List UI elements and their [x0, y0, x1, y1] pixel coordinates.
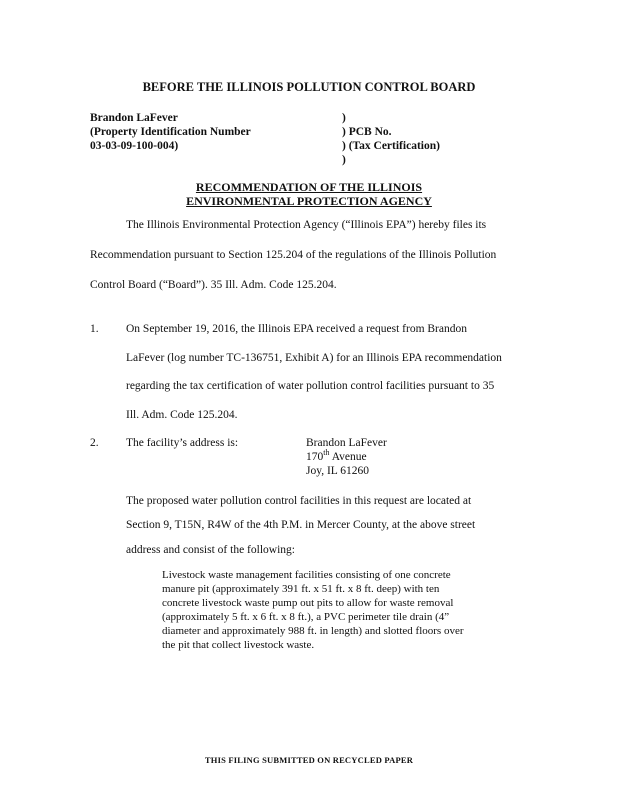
- caption-petitioner: Brandon LaFever: [90, 112, 178, 124]
- item-1-line-4: Ill. Adm. Code 125.204.: [126, 409, 238, 421]
- facility-description-quote: Livestock waste management facilities consisting of one concrete manure pit (approximately 391 ft. x 51 ft. x 8 ft. deep) with ten concrete livestock waste pump out pits to allow for waste removal (approximately 5 ft. x 6 ft. x 8 ft.), a PVC perimeter tile drain (4” diameter and approximately 988 ft. in length) and slotted floors over the pit that collect livestock waste.: [162, 569, 464, 651]
- intro-line-1: The Illinois Environmental Protection Agency (“Illinois EPA”) hereby files its: [126, 219, 487, 231]
- caption-property-id-label: (Property Identification Number: [90, 126, 251, 138]
- address-street-suffix: th: [323, 448, 330, 458]
- intro-line-3: Control Board (“Board”). 35 Ill. Adm. Code 125.204.: [90, 279, 337, 291]
- item-1-number: 1.: [90, 323, 99, 335]
- item-2-number: 2.: [90, 437, 99, 449]
- address-street: [306, 450, 367, 464]
- address-city: Joy, IL 61260: [306, 465, 370, 477]
- caption-pcb-no: ) PCB No.: [342, 126, 392, 138]
- item-1-line-3: regarding the tax certification of water pollution control facilities pursuant to 35: [126, 380, 495, 392]
- recommendation-title-line-1: RECOMMENDATION OF THE ILLINOIS: [195, 180, 423, 194]
- item-2-line-3: address and consist of the following:: [126, 544, 295, 556]
- intro-line-2: Recommendation pursuant to Section 125.204 of the regulations of the Illinois Pollution: [90, 249, 497, 261]
- item-2-line-1: The proposed water pollution control facilities in this request are located at: [126, 495, 472, 507]
- caption-paren-1: ): [342, 112, 346, 124]
- caption-paren-4: ): [342, 154, 346, 166]
- item-2-address-label: The facility’s address is:: [126, 437, 239, 449]
- page-footer: THIS FILING SUBMITTED ON RECYCLED PAPER: [204, 755, 414, 765]
- caption-property-id-number: 03-03-09-100-004): [90, 140, 179, 152]
- page-title: BEFORE THE ILLINOIS POLLUTION CONTROL BOARD: [142, 80, 476, 94]
- address-street-name: Avenue: [329, 451, 367, 463]
- item-2-line-2: Section 9, T15N, R4W of the 4th P.M. in Mercer County, at the above street: [126, 519, 476, 531]
- caption-tax-certification: ) (Tax Certification): [342, 140, 440, 152]
- address-name: Brandon LaFever: [306, 437, 387, 449]
- address-street-number: 170: [306, 451, 324, 463]
- item-1-line-1: On September 19, 2016, the Illinois EPA received a request from Brandon: [126, 323, 467, 335]
- item-1-line-2: LaFever (log number TC-136751, Exhibit A) for an Illinois EPA recommendation: [126, 352, 502, 364]
- recommendation-title-line-2: ENVIRONMENTAL PROTECTION AGENCY: [186, 194, 432, 208]
